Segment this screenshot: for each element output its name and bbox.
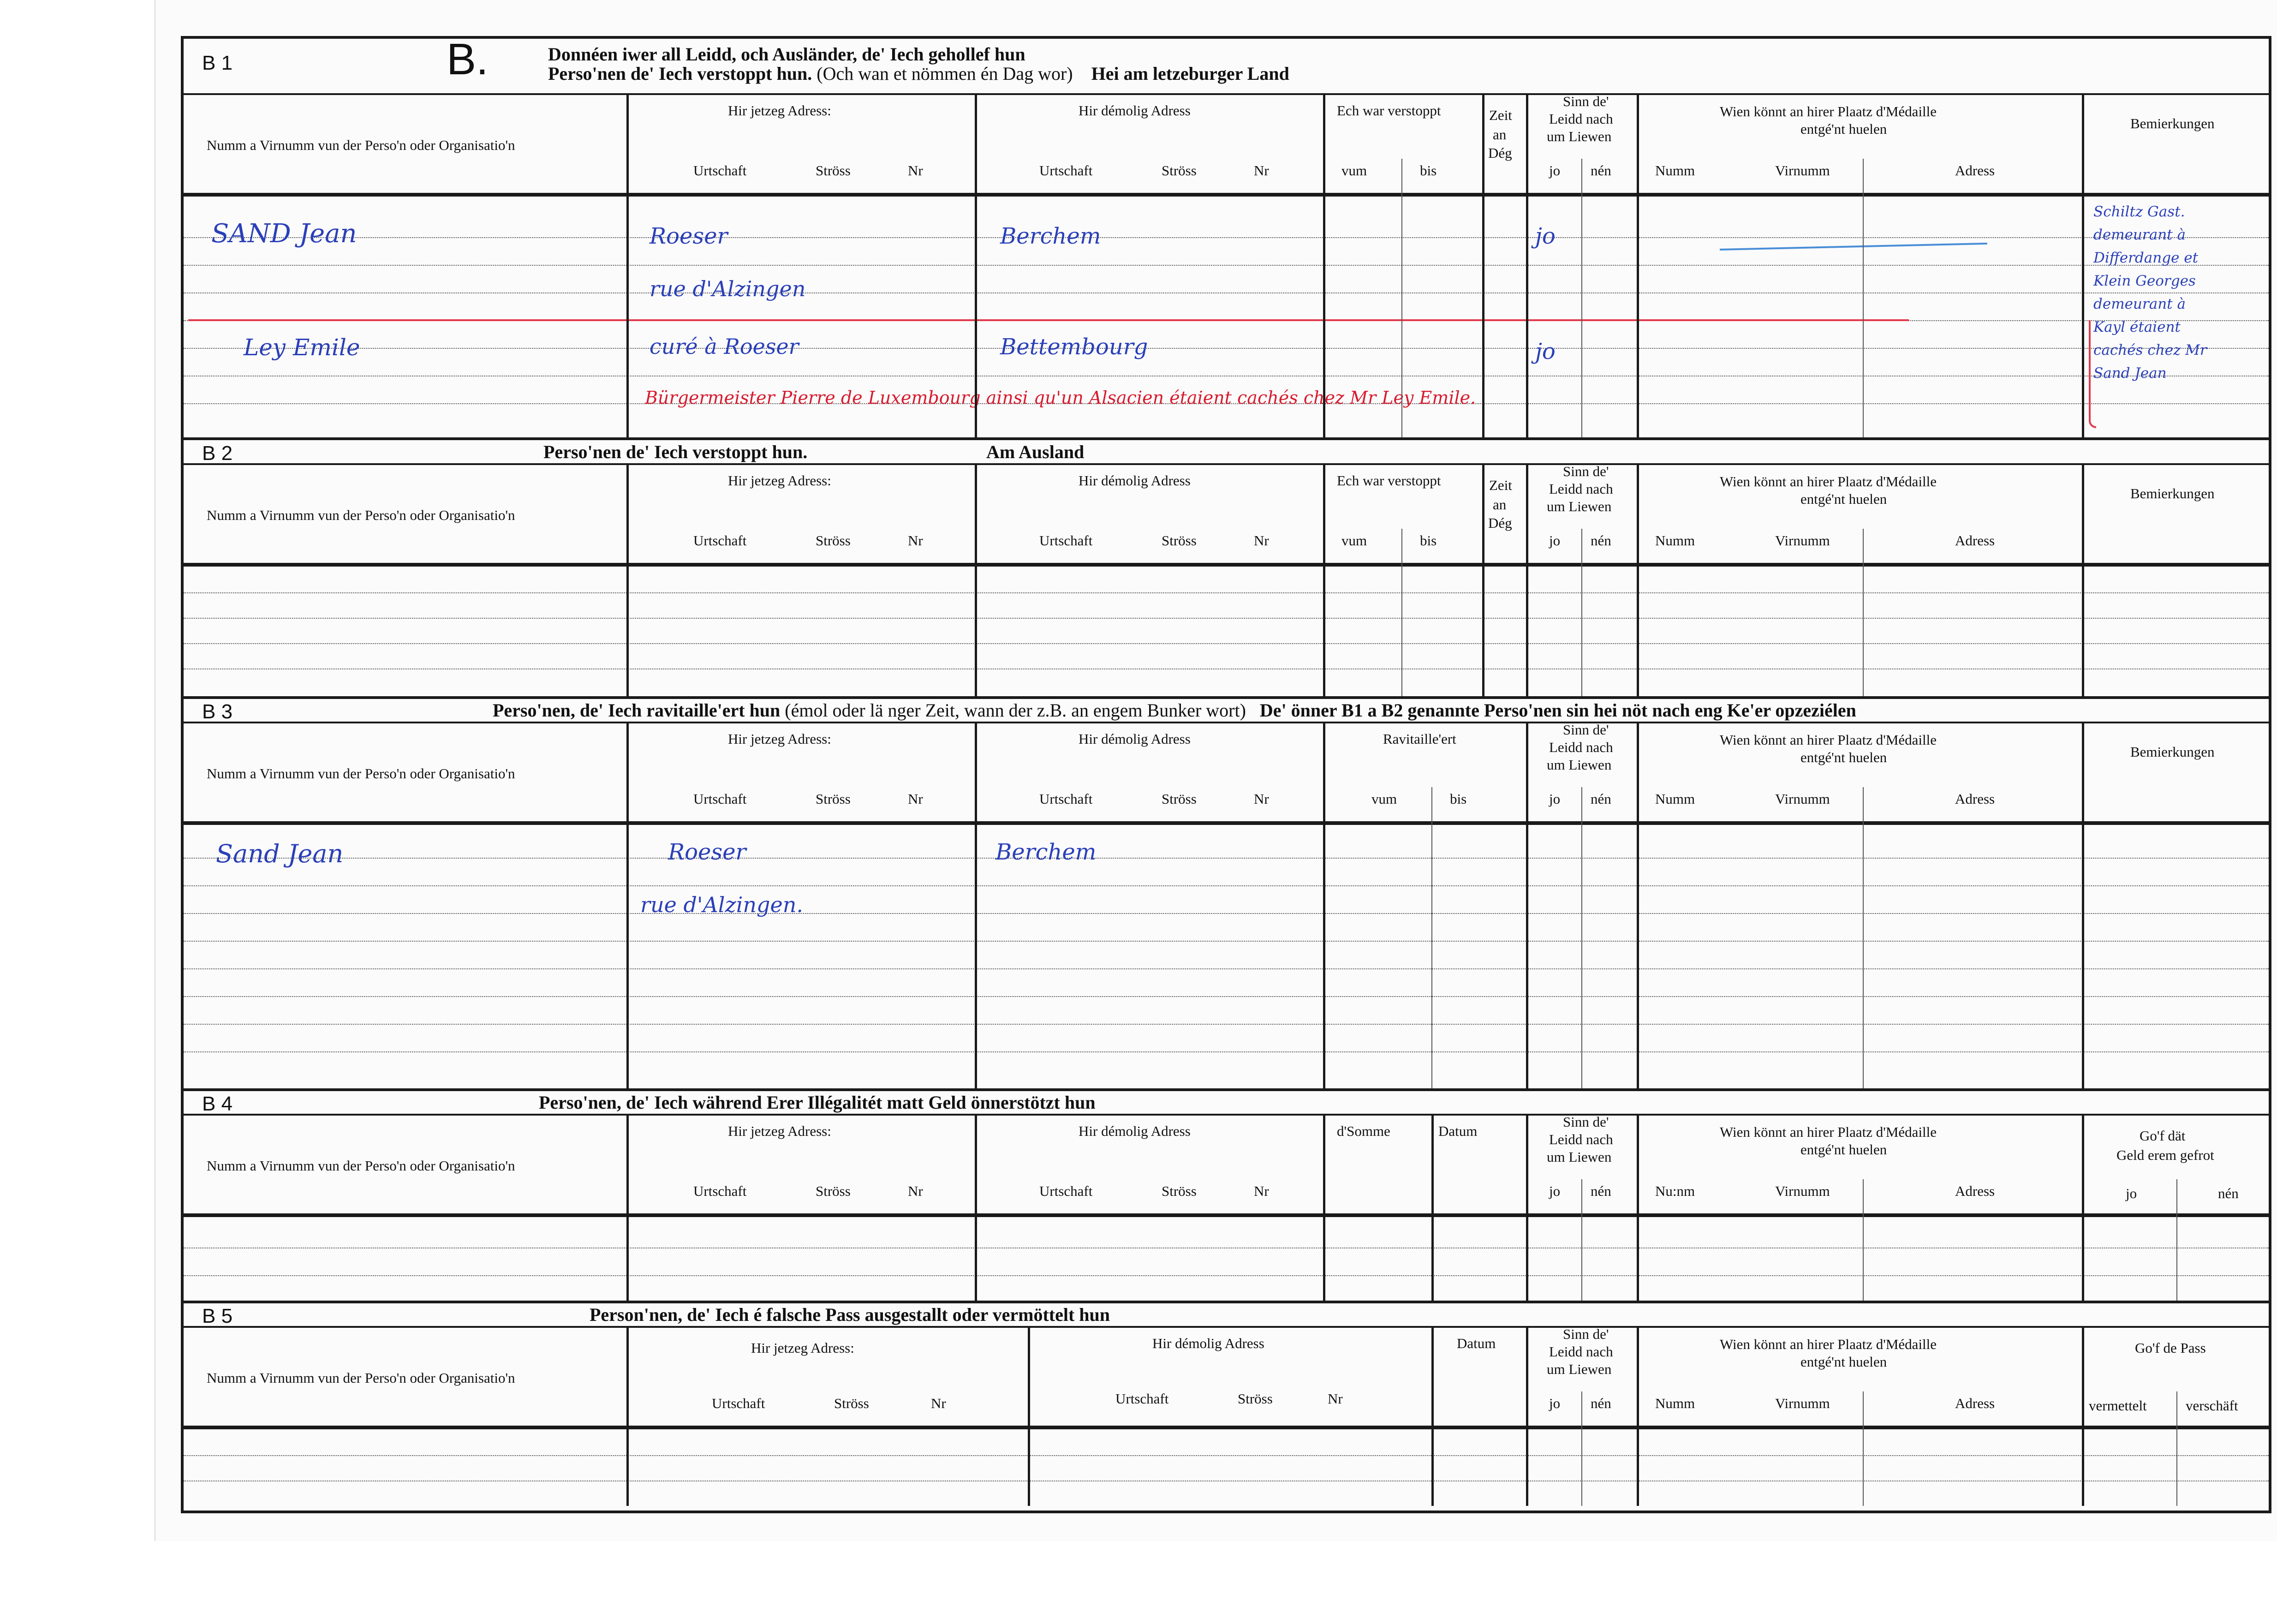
handwritten-current-town: Roeser [650, 223, 728, 249]
section-b1 [184, 35, 2269, 440]
section-b5: B 5 Person'nen, de' Iech é falsche Pass ausgestallt oder vermöttelt hun Numm a Virnumm vun der Perso'n oder Organisatio'n Hir jetzeg Adress: Urtschaft Ströss Nr Hir démolig Adress Urtschaft Ströss Nr Datum Sinn de' Leidd nach um Liewen jo nén Wien könnt an hirer Plaatz d'Médaille entgé'nt huelen Numm Virnumm Adress Go'f de Pass vermettelt verschäft [184, 1303, 2269, 1511]
handwritten-former-town: Berchem [1000, 223, 1101, 249]
section-b4-header [184, 1091, 2269, 1116]
section-title: Person'nen, de' Iech é falsche Pass ausgestallt oder vermöttelt hun [590, 1304, 1110, 1325]
handwritten-former-town: Berchem [995, 839, 1097, 865]
handwritten-name: SAND Jean [211, 219, 357, 249]
section-b4: B 4 Perso'nen, de' Iech während Erer Illégalitét matt Geld önnerstötzt hun Numm a Virnumm vun der Perso'n oder Organisatio'n Hir jetzeg Adress: Urtschaft Ströss Nr Hir démolig Adress Urtschaft Ströss Nr d'Somme Datum Sinn de' Leidd nach um Liewen jo nén Wien könnt an hirer Plaatz d'Médaille entgé'nt huelen Nu:nm Virnumm Adress Go'f dät Geld erem gefrot jo nén [184, 1091, 2269, 1303]
handwritten-street: rue d'Alzingen [650, 276, 806, 301]
handwritten-alive-2: jo [1535, 339, 1556, 364]
hidden-header: Ech war verstoppt [1337, 102, 1441, 119]
big-letter: B. [447, 35, 489, 84]
section-b1-header [184, 35, 2269, 95]
section-code: B 2 [202, 442, 233, 465]
section-title: Donnéen iwer all Leidd, och Ausländer, de' Iech gehollef hun [548, 44, 1025, 65]
section-code: B 3 [202, 700, 233, 723]
registration-form [181, 36, 2271, 1513]
section-title: Perso'nen, de' Iech während Erer Illégalitét matt Geld önnerstötzt hun [539, 1092, 1096, 1113]
section-b2: B 2 Perso'nen de' Iech verstoppt hun. Am Ausland Numm a Virnumm vun der Perso'n oder Organisatio'n Hir jetzeg Adress: Urtschaft Ströss Nr Hir démolig Adress Urtschaft Ströss Nr Ech war verstoppt vum bis Zeit an Dég Sinn de' Leidd nach um Liewen jo nén Wien könnt an hirer Plaatz d'Médaille entgé'nt huelen Numm Virnumm Adress Bemierkungen [184, 440, 2269, 699]
section-b5-header [184, 1303, 2269, 1328]
section-b3-header [184, 699, 2269, 723]
section-b2-header: B 2 Perso'nen de' Iech verstoppt hun. Am Ausland [184, 440, 2269, 465]
handwritten-alive: jo [1535, 223, 1556, 249]
medal-header: Wien könnt an hirer Plaatz d'Médaille [1720, 103, 1937, 119]
handwritten-street: rue d'Alzingen. [640, 892, 803, 917]
section-b3: B 3 Perso'nen, de' Iech ravitaille'ert hun (émol oder lä nger Zeit, wann der z.B. an engem Bunker wort) De' önner B1 a B2 genannte Perso'nen sin hei nöt nach eng Ke'er opzeziélen Numm a Virnumm vun der Perso'n oder Organisatio'n Hir jetzeg Adress: Urtschaft Ströss Nr Hir démolig Adress Urtschaft Ströss Nr Ravitaille'ert vum bis Sinn de' Leidd nach um Liewen jo nén Wien könnt an hirer Plaatz d'Médaille entgé'nt huelen Numm Virnumm Adress Bemierkungen Sand Jean Roeser Berchem rue d'Alzingen. [184, 699, 2269, 1091]
current-address-header: Hir jetzeg Adress: [728, 102, 831, 119]
column-headers: Numm a Virnumm vun der Perso'n oder Organisatio'n Hir jetzeg Adress: Urtschaft Ströss Nr Hir démolig Adress Urtschaft Ströss Nr Ech war verstoppt vum bis Zeit an Dég Sinn de' Leidd nach um Liewen jo nén Wien könnt an hirer Plaatz d'Médaille entgé'nt huelen Numm Virnumm Adress Bemierkungen [184, 93, 2269, 197]
section-code: B 4 [202, 1093, 233, 1115]
red-divider [188, 319, 1895, 321]
section-code: B 1 [202, 52, 233, 74]
handwritten-name-2: Ley Emile [244, 334, 360, 361]
name-header: Numm a Virnumm vun der Perso'n oder Organisatio'n [207, 137, 515, 153]
remarks-header: Bemierkungen [2130, 115, 2215, 131]
section-title: Perso'nen de' Iech verstoppt hun. [543, 442, 808, 462]
red-note: Bürgermeister Pierre de Luxembourg ainsi qu'un Alsacien étaient cachés chez Mr Ley Emile. [645, 388, 1476, 408]
handwritten-current-town: Roeser [668, 839, 746, 865]
former-address-header: Hir démolig Adress [1079, 102, 1191, 119]
handwritten-name: Sand Jean [216, 839, 344, 868]
section-code: B 5 [202, 1305, 233, 1327]
handwritten-current-2: curé à Roeser [650, 334, 799, 359]
remarks-handwriting: Schiltz Gast. demeurant à Differdange et Klein Georges demeurant à Kayl étaient cachés chez Mr Sand Jean [2093, 203, 2207, 382]
blue-strike [1720, 243, 1987, 251]
section-title: Perso'nen, de' Iech ravitaille'ert hun (émol oder lä nger Zeit, wann der z.B. an engem Bunker wort) De' önner B1 a B2 genannte Perso'nen sin hei nöt nach eng Ke'er opzeziélen [493, 700, 1856, 721]
handwritten-former-2: Bettembourg [1000, 334, 1148, 360]
section-subtitle: Perso'nen de' Iech verstoppt hun. (Och wan et nömmen én Dag wor) Hei am letzeburger Land [548, 63, 1289, 84]
